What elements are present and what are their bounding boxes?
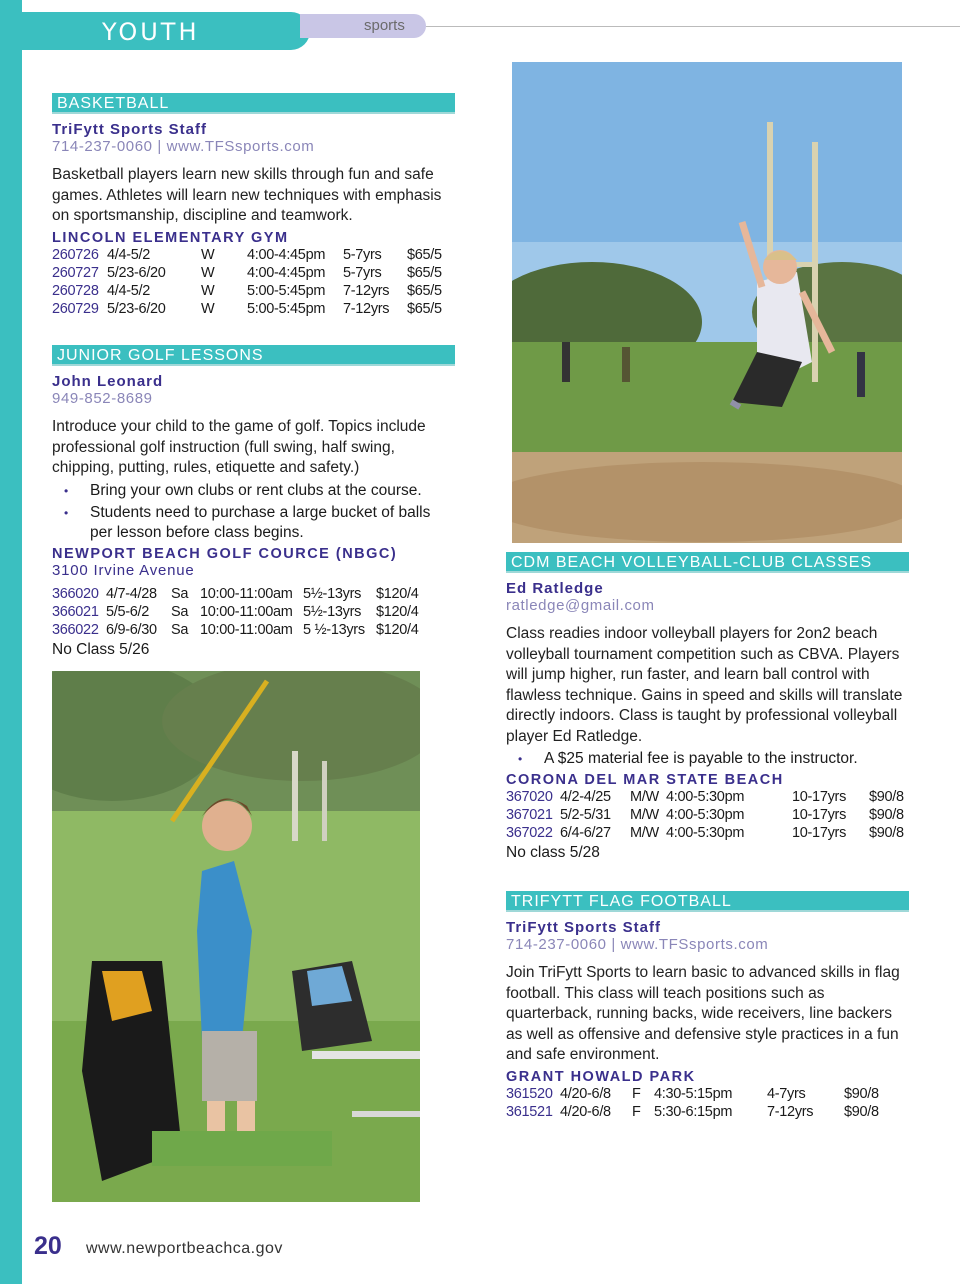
section-heading: BASKETBALL [52,93,455,114]
cell-dates: 5/5-6/2 [106,603,150,620]
class-description: Join TriFytt Sports to learn basic to advanced skills in flag football. This class will teach positions such as quarterback, running backs, wide receivers, line backers as well as offensive and defensive style practices in a fun and safe environment. [506,964,900,1063]
cell-fee: $90/8 [869,825,904,841]
long-jump-photo [512,62,902,543]
cell-dates: 5/2-5/31 [560,807,611,823]
table-row [52,246,455,264]
table-row [52,603,426,621]
list-item: • Bring your own clubs or rent clubs at the course. [52,481,455,501]
cell-day: W [201,246,215,263]
cell-code: 260727 [52,264,99,281]
cell-dates: 4/20-6/8 [560,1103,611,1120]
golf-section [52,345,455,659]
cell-day: F [632,1085,641,1102]
basketball-section [52,93,455,318]
website-url: www.newportbeachca.gov [86,1240,283,1257]
golf-photo [52,671,420,1202]
cell-time: 5:00-5:45pm [247,300,326,317]
cell-code: 367021 [506,807,553,823]
instructor-contact: 949-852-8689 [52,390,153,407]
table-row [506,824,909,842]
instructor-name: John Leonard [52,373,164,390]
schedule-table [506,788,909,842]
schedule-note: No Class 5/26 [52,640,150,658]
cell-time: 4:00-5:30pm [666,807,745,823]
long-jump-photo-illustration [512,62,902,543]
instructor-name: TriFytt Sports Staff [506,919,662,936]
cell-code: 367022 [506,825,553,841]
cell-dates: 4/7-4/28 [106,585,157,602]
cell-time: 10:00-11:00am [200,603,293,620]
cell-day: F [632,1103,641,1120]
table-row [506,1103,884,1121]
instructor-name: TriFytt Sports Staff [52,121,208,138]
schedule-note: No class 5/28 [506,844,600,861]
cell-time: 4:00-4:45pm [247,246,326,263]
section-heading: TRIFYTT FLAG FOOTBALL [506,891,909,912]
cell-code: 260729 [52,300,99,317]
cell-day: M/W [630,825,659,841]
cell-fee: $65/5 [407,246,442,263]
location-name: CORONA DEL MAR STATE BEACH [506,772,784,788]
cell-age: 10-17yrs [792,789,847,805]
cell-age: 5-7yrs [343,246,382,263]
cell-code: 367020 [506,789,553,805]
cell-time: 10:00-11:00am [200,585,293,602]
bullet-list [506,749,909,769]
category-tab-sports [300,14,426,38]
cell-fee: $90/8 [869,789,904,805]
page-number: 20 [34,1232,62,1260]
cell-age: 4-7yrs [767,1085,806,1102]
cell-day: Sa [171,603,189,620]
cell-code: 260726 [52,246,99,263]
cell-age: 7-12yrs [343,282,390,299]
schedule-table [506,1085,884,1121]
location-name: LINCOLN ELEMENTARY GYM [52,229,289,246]
cell-code: 361520 [506,1085,553,1102]
cell-day: M/W [630,789,659,805]
cell-day: Sa [171,621,189,638]
list-item: • Students need to purchase a large bucket of balls per lesson before class begins. [52,503,455,543]
golf-photo-illustration [52,671,420,1202]
cell-time: 10:00-11:00am [200,621,293,638]
class-description: Class readies indoor volleyball players for 2on2 beach volleyball tournament competition such as CBVA. Players will jump higher, run faster, and learn ball control with flawless technique. Gains in speed and skills will translate directly indoors. Class is taught by professional volleyball player Ed Ratledge. [506,625,903,745]
cell-code: 366022 [52,621,99,638]
cell-day: W [201,282,215,299]
section-heading: JUNIOR GOLF LESSONS [52,345,455,366]
cell-time: 4:00-4:45pm [247,264,326,281]
table-row [52,264,455,282]
instructor-contact: 714-237-0060 | www.TFSsports.com [52,138,315,155]
cell-dates: 6/9-6/30 [106,621,157,638]
football-section [506,891,909,1121]
left-accent-bar [0,0,22,1284]
cell-day: W [201,264,215,281]
schedule-table [52,585,426,639]
cell-fee: $120/4 [376,621,419,638]
table-row [506,1085,884,1103]
cell-age: 10-17yrs [792,807,847,823]
location-address: 3100 Irvine Avenue [52,561,195,579]
cell-time: 4:30-5:15pm [654,1085,733,1102]
cell-age: 5-7yrs [343,264,382,281]
schedule-table [52,246,455,318]
cell-time: 5:30-6:15pm [654,1103,733,1120]
cell-dates: 4/2-4/25 [560,789,611,805]
cell-code: 361521 [506,1103,553,1120]
cell-time: 5:00-5:45pm [247,282,326,299]
cell-time: 4:00-5:30pm [666,789,745,805]
cell-age: 10-17yrs [792,825,847,841]
cell-age: 5 ½-13yrs [303,621,365,638]
cell-dates: 4/20-6/8 [560,1085,611,1102]
table-row [52,621,426,639]
cell-age: 7-12yrs [767,1103,814,1120]
cell-fee: $65/5 [407,264,442,281]
cell-code: 366021 [52,603,99,620]
table-row [52,585,426,603]
instructor-name: Ed Ratledge [506,580,604,597]
table-row [506,788,909,806]
class-description: Introduce your child to the game of golf. Topics include professional golf instruction (full swing, half swing, chipping, putting, rules, etiquette and safety.) [52,418,426,476]
cell-day: W [201,300,215,317]
list-item: • A $25 material fee is payable to the instructor. [506,749,909,769]
cell-dates: 4/4-5/2 [107,246,151,263]
cell-dates: 5/23-6/20 [107,300,166,317]
cell-age: 5½-13yrs [303,585,362,602]
cell-day: Sa [171,585,189,602]
class-description: Basketball players learn new skills through fun and safe games. Athletes will learn new techniques with emphasis on sportsmanship, discipline and teamwork. [52,166,442,224]
cell-dates: 4/4-5/2 [107,282,151,299]
table-row [506,806,909,824]
section-heading: CDM BEACH VOLLEYBALL-CLUB CLASSES [506,552,909,573]
instructor-contact: ratledge@gmail.com [506,597,655,614]
volleyball-section [506,552,909,862]
cell-fee: $120/4 [376,585,419,602]
instructor-contact: 714-237-0060 | www.TFSsports.com [506,936,769,953]
cell-code: 366020 [52,585,99,602]
cell-dates: 5/23-6/20 [107,264,166,281]
table-row [52,282,455,300]
cell-fee: $120/4 [376,603,419,620]
section-tab-youth [22,12,310,50]
cell-fee: $90/8 [844,1103,879,1120]
cell-time: 4:00-5:30pm [666,825,745,841]
cell-age: 7-12yrs [343,300,390,317]
table-row [52,300,455,318]
header-rule [426,26,960,27]
cell-fee: $65/5 [407,300,442,317]
cell-fee: $90/8 [869,807,904,823]
cell-fee: $65/5 [407,282,442,299]
category-label: sports [364,17,405,34]
cell-day: M/W [630,807,659,823]
location-name: GRANT HOWALD PARK [506,1068,696,1085]
cell-fee: $90/8 [844,1085,879,1102]
cell-dates: 6/4-6/27 [560,825,611,841]
cell-age: 5½-13yrs [303,603,362,620]
location-name: NEWPORT BEACH GOLF COURCE (NBGC) [52,545,398,562]
section-title: YOUTH [102,18,200,46]
bullet-list [52,481,455,543]
cell-code: 260728 [52,282,99,299]
